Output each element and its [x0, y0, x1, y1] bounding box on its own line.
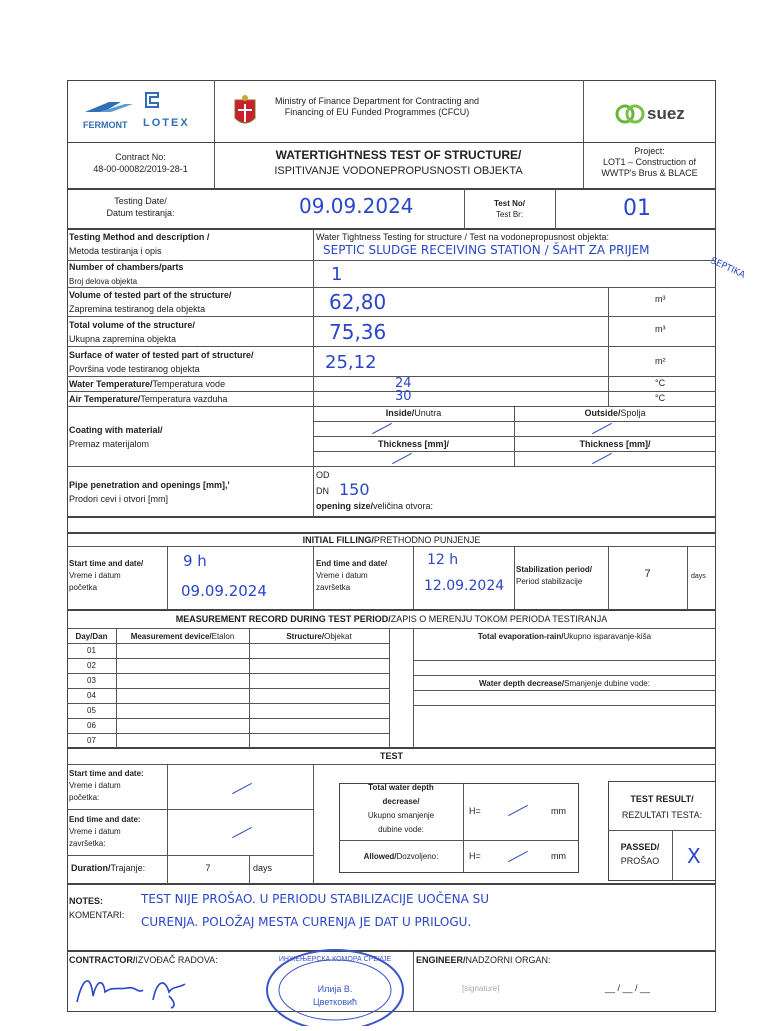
depth-decrease-label4: dubine vode: — [378, 825, 424, 834]
day-row-divider — [67, 703, 389, 704]
stabilization-label: Stabilization period/ — [516, 565, 593, 574]
day-number: 05 — [87, 706, 96, 715]
day-row-divider — [67, 673, 389, 674]
day-number: 02 — [87, 661, 96, 670]
method-value-tail: SEPTIKA — [708, 256, 747, 281]
fill-start-label2: Vreme i datum — [69, 571, 121, 580]
title-en: WATERTIGHTNESS TEST OF STRUCTURE/ — [275, 148, 522, 162]
depth-decrease-label1: Total water depth — [368, 783, 434, 792]
volume-tested-unit: m³ — [655, 294, 666, 304]
passed-mark: X — [687, 844, 701, 868]
surface-label: Surface of water of tested part of structure/ — [69, 350, 254, 360]
col-device: Measurement device/Etalon — [130, 632, 235, 641]
passed-label-sr: PROŠAO — [620, 856, 660, 866]
test-result-label-sr: REZULTATI TESTA: — [621, 810, 703, 820]
allowed-mm-unit: mm — [551, 851, 566, 861]
test-start-label3: početka: — [69, 793, 100, 802]
contractor-signature — [73, 966, 193, 1015]
notes-line2: CURENJA. POLOŽAJ MESTA CURENJA JE DAT U PRILOGU. — [141, 915, 472, 929]
engineer-stamp — [263, 946, 407, 1031]
test-start-label: Start time and date: — [69, 769, 144, 778]
test-no-label-sr: Test Br: — [495, 210, 524, 219]
thickness-inside-label: Thickness [mm]/ — [377, 439, 450, 449]
depth-decrease-label3: Ukupno smanjenje — [367, 811, 435, 820]
test-title: TEST — [379, 751, 403, 761]
method-text: Water Tightness Testing for structure / Test na vodonepropusnost objekta: — [316, 232, 609, 242]
opening-size-label: opening size/veličina otvora: — [316, 501, 434, 511]
duration-value: 7 — [205, 863, 211, 873]
depth-decrease-label2: decrease/ — [382, 797, 420, 806]
fill-start-label3: početka — [69, 583, 98, 592]
water-temp-unit: °C — [655, 378, 666, 388]
test-end-label3: završetka: — [69, 839, 106, 848]
water-temp-label: Water Temperature/Temperatura vode — [69, 379, 226, 389]
engineer-label: ENGINEER/NADZORNI ORGAN: — [416, 955, 551, 965]
surface-label-sr: Površina vode testiranog objekta — [69, 364, 200, 374]
chambers-label-sr: Broj delova objekta — [69, 277, 138, 286]
test-result-label: TEST RESULT/ — [630, 794, 694, 804]
fill-start-label: Start time and date/ — [69, 559, 144, 568]
day-row-divider — [67, 718, 389, 719]
lotex-logo: LOTEX — [143, 90, 163, 115]
suez-logo: suez — [615, 102, 645, 131]
testing-date-value: 09.09.2024 — [299, 194, 414, 218]
stamp-name2: Цветковић — [312, 997, 358, 1007]
day-row-divider — [67, 658, 389, 659]
engineer-signature-placeholder: [signature] — [462, 984, 500, 993]
stabilization-unit: days — [691, 573, 706, 580]
stabilization-value: 7 — [644, 568, 651, 580]
test-end-label: End time and date: — [69, 815, 141, 824]
col-structure: Structure/Objekat — [286, 632, 352, 641]
allowed-h-label: H= — [469, 851, 481, 861]
volume-total-unit: m³ — [655, 324, 666, 334]
test-no-value: 01 — [623, 196, 651, 221]
day-number: 07 — [87, 736, 96, 745]
fill-end-label2: Vreme i datum — [316, 571, 368, 580]
fill-end-label3: završetka — [316, 583, 351, 592]
fill-start-time: 9 h — [183, 552, 207, 570]
notes-label: NOTES: — [69, 896, 104, 906]
col-evaporation: Total evaporation-rain/Ukupno isparavanje-kiša — [477, 632, 652, 641]
project-line1: LOT1 – Construction of — [602, 157, 697, 167]
water-temp-value: 24 — [395, 376, 412, 391]
day-number: 01 — [87, 646, 96, 655]
pipe-label-sr: Prodori cevi i otvori [mm] — [69, 494, 169, 504]
volume-tested-label-sr: Zapremina testiranog dela objekta — [69, 304, 206, 314]
day-number: 03 — [87, 676, 96, 685]
allowed-label: Allowed/Dozvoljeno: — [363, 852, 439, 861]
project-label: Project: — [634, 146, 665, 156]
title-sr: ISPITIVANJE VODONEPROPUSNOSTI OBJEKTA — [274, 165, 523, 177]
dn-value: 150 — [339, 480, 370, 499]
day-number: 04 — [87, 691, 96, 700]
depth-h-label: H= — [469, 806, 481, 816]
test-no-label: Test No/ — [494, 199, 525, 208]
fill-start-date: 09.09.2024 — [181, 582, 267, 600]
measurement-title: MEASUREMENT RECORD DURING TEST PERIOD/ZAPIS O MERENJU TOKOM PERIODA TESTIRANJA — [175, 614, 608, 624]
volume-tested-label: Volume of tested part of the structure/ — [69, 290, 232, 300]
volume-total-label-sr: Ukupna zapremina objekta — [69, 334, 177, 344]
method-value: SEPTIC SLUDGE RECEIVING STATION / ŠAHT ZA PRIJEM — [323, 243, 650, 257]
stamp-text: ИНЖЕЊЕРСКА КОМОРА СРБИЈЕ — [278, 956, 392, 963]
air-temp-unit: °C — [655, 393, 666, 403]
form-sheet — [67, 80, 747, 1012]
thickness-outside-label: Thickness [mm]/ — [579, 439, 651, 449]
outside-label: Outside/Spolja — [584, 408, 646, 418]
passed-label: PASSED/ — [620, 842, 660, 852]
chambers-value: 1 — [331, 264, 343, 285]
fill-end-date: 12.09.2024 — [424, 578, 505, 594]
project-line2: WWTP's Brus & BLACE — [601, 168, 698, 178]
contractor-label: CONTRACTOR/IZVOĐAČ RADOVA: — [69, 955, 218, 965]
duration-label: Duration/Trajanje: — [71, 863, 146, 873]
testing-date-label-sr: Datum testiranja: — [106, 208, 175, 218]
coating-label-sr: Premaz materijalom — [69, 439, 150, 449]
surface-unit: m² — [655, 356, 666, 366]
test-end-label2: Vreme i datum — [69, 827, 121, 836]
fill-end-time: 12 h — [427, 552, 459, 568]
test-start-label2: Vreme i datum — [69, 781, 121, 790]
notes-line1: TEST NIJE PROŠAO. U PERIODU STABILIZACIJE UOČENA SU — [141, 892, 490, 906]
spacer-row — [67, 517, 716, 533]
contract-number: 48-00-00082/2019-28-1 — [93, 164, 188, 174]
air-temp-label: Air Temperature/Temperatura vazduha — [69, 394, 228, 404]
fermont-logo: FERMONT — [81, 98, 141, 125]
notes-label-sr: KOMENTARI: — [69, 910, 125, 920]
volume-total-label: Total volume of the structure/ — [69, 320, 195, 330]
fill-end-label: End time and date/ — [316, 559, 388, 568]
inside-label: Inside/Unutra — [385, 408, 442, 418]
duration-unit: days — [253, 863, 273, 873]
od-label: OD — [316, 470, 330, 480]
surface-value: 25,12 — [325, 352, 377, 373]
depth-mm-unit: mm — [551, 806, 566, 816]
col-day: Day/Dan — [75, 632, 108, 641]
coating-label: Coating with material/ — [69, 425, 163, 435]
day-row-divider — [67, 688, 389, 689]
air-temp-value: 30 — [395, 389, 412, 404]
engineer-date-placeholder: __ / __ / __ — [605, 983, 651, 993]
contract-label: Contract No: — [115, 152, 166, 162]
dn-label: DN — [316, 486, 329, 496]
method-label: Testing Method and description / — [69, 232, 210, 242]
col-depth-decrease: Water depth decrease/Smanjenje dubine vode: — [479, 679, 650, 688]
chambers-label: Number of chambers/parts — [69, 262, 184, 272]
serbia-coat-of-arms — [231, 94, 259, 137]
initial-filling-title: INITIAL FILLING/PRETHODNO PUNJENJE — [302, 535, 481, 545]
pipe-label: Pipe penetration and openings [mm],' — [69, 480, 230, 490]
ministry-name: Ministry of Finance Department for Contracting and Financing of EU Funded Programmes (CFCU) — [274, 96, 480, 117]
day-row-divider — [67, 643, 389, 644]
stamp-name: Илија В. — [317, 984, 353, 994]
method-label-sr: Metoda testiranja i opis — [69, 246, 162, 256]
day-row-divider — [67, 733, 389, 734]
stabilization-label-sr: Period stabilizacije — [516, 577, 583, 586]
testing-date-label: Testing Date/ — [114, 196, 167, 206]
day-number: 06 — [87, 721, 96, 730]
volume-total-value: 75,36 — [329, 320, 387, 344]
volume-tested-value: 62,80 — [329, 290, 387, 314]
